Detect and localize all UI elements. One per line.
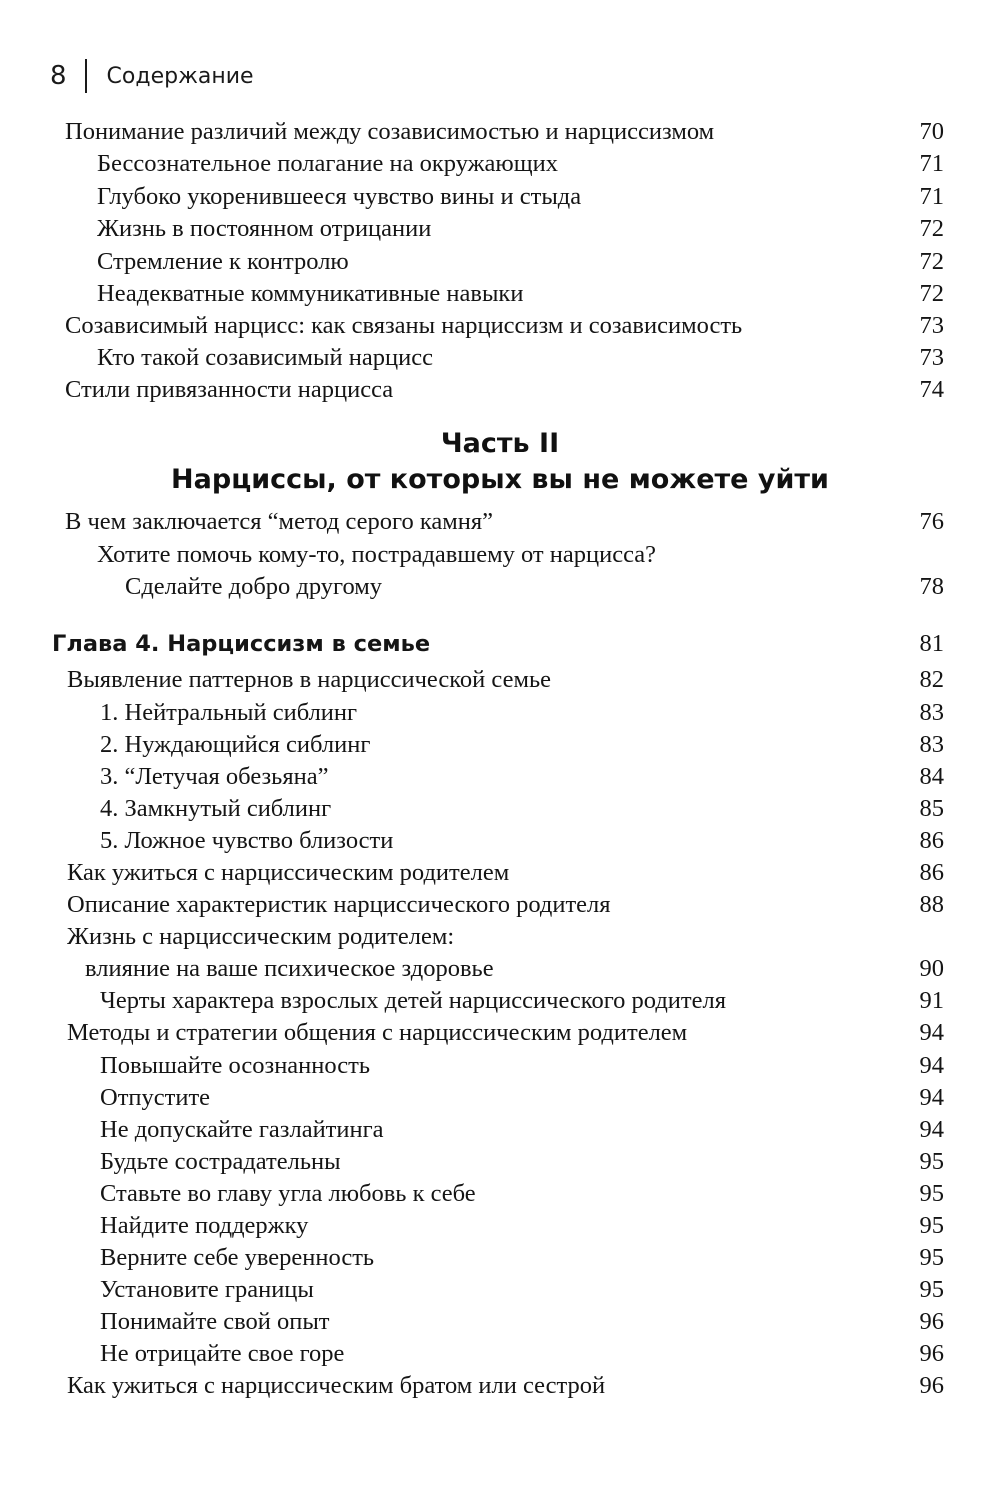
toc-entry-page: 95 — [919, 1244, 944, 1271]
toc-entry-page: 88 — [919, 891, 944, 918]
toc-entry[interactable] — [100, 1308, 944, 1342]
toc-entry-page: 86 — [919, 859, 944, 886]
toc-entry[interactable] — [100, 1116, 944, 1150]
toc-entry-page: 81 — [919, 630, 944, 657]
toc-entry[interactable] — [65, 508, 944, 542]
toc-entry-page: 72 — [919, 215, 944, 242]
toc-entry[interactable] — [67, 666, 944, 700]
toc-entry-page: 83 — [919, 731, 944, 758]
toc-entry-title: 4. Замкнутый сиблинг — [100, 795, 332, 822]
toc-entry-title: Кто такой созависимый нарцисс — [97, 344, 433, 371]
toc-entry-title: Не допускайте газлайтинга — [100, 1116, 384, 1143]
toc-entry-title: 1. Нейтральный сиблинг — [100, 699, 358, 726]
toc-entry[interactable] — [65, 312, 944, 346]
toc-entry-title: Установите границы — [100, 1276, 314, 1303]
toc-entry[interactable] — [100, 763, 944, 797]
toc-entry-page: 94 — [919, 1084, 944, 1111]
toc-entry-page: 76 — [919, 508, 944, 535]
toc-entry[interactable] — [100, 1180, 944, 1214]
toc-entry-title: 3. “Летучая обезьяна” — [100, 763, 329, 790]
toc-entry-title: Стремление к контролю — [97, 248, 349, 275]
toc-entry[interactable] — [97, 280, 944, 314]
toc-entry-title: Глубоко укоренившееся чувство вины и стыда — [97, 183, 582, 210]
toc-entry-title: Понимайте свой опыт — [100, 1308, 330, 1335]
toc-entry[interactable] — [100, 1244, 944, 1278]
toc-entry-title: Хотите помочь кому-то, пострадавшему от нарцисса? — [97, 541, 656, 568]
toc-entry-page: 95 — [919, 1276, 944, 1303]
toc-entry-page: 90 — [919, 955, 944, 982]
toc-entry-page: 73 — [919, 344, 944, 371]
toc-entry[interactable] — [100, 1148, 944, 1182]
toc-entry[interactable] — [100, 731, 944, 765]
toc-entry-page: 83 — [919, 699, 944, 726]
toc-entry-title: Верните себе уверенность — [100, 1244, 375, 1271]
toc-entry-page: 96 — [919, 1340, 944, 1367]
toc-entry-title: Выявление паттернов в нарциссической семье — [67, 666, 552, 693]
toc-entry[interactable] — [100, 1084, 944, 1118]
toc-entry[interactable] — [97, 183, 944, 217]
toc-entry-title: Ставьте во главу угла любовь к себе — [100, 1180, 476, 1207]
header-divider — [85, 59, 87, 93]
toc-entry-title: Будьте сострадательны — [100, 1148, 341, 1175]
toc-entry[interactable] — [100, 827, 944, 861]
toc-entry-page: 82 — [919, 666, 944, 693]
toc-entry-title: Не отрицайте свое горе — [100, 1340, 345, 1367]
toc-entry-title: Описание характеристик нарциссического родителя — [67, 891, 611, 918]
toc-entry[interactable] — [67, 891, 944, 925]
toc-entry[interactable] — [67, 859, 944, 893]
toc-entry-page: 70 — [919, 118, 944, 145]
toc-entry-page: 95 — [919, 1180, 944, 1207]
toc-entry-page: 71 — [919, 150, 944, 177]
toc-entry[interactable] — [100, 1052, 944, 1086]
toc-entry-page: 85 — [919, 795, 944, 822]
toc-entry-page: 94 — [919, 1019, 944, 1046]
toc-entry-page: 94 — [919, 1116, 944, 1143]
toc-entry-page: 96 — [919, 1372, 944, 1399]
toc-entry-page: 72 — [919, 248, 944, 275]
toc-entry-page: 95 — [919, 1148, 944, 1175]
section-title: Содержание — [106, 63, 254, 89]
toc-entry-title: Методы и стратегии общения с нарциссическим родителем — [67, 1019, 688, 1046]
toc-entry[interactable] — [125, 573, 944, 607]
toc-entry-title: 5. Ложное чувство близости — [100, 827, 394, 854]
toc-entry-page: 74 — [919, 376, 944, 403]
toc-entry[interactable] — [97, 150, 944, 184]
toc-entry[interactable] — [65, 118, 944, 152]
page-number: 8 — [50, 61, 67, 91]
toc-entry[interactable] — [97, 215, 944, 249]
toc-entry[interactable] — [67, 1372, 944, 1406]
toc-chapter[interactable] — [52, 630, 944, 664]
toc-entry-page: 96 — [919, 1308, 944, 1335]
toc-entry[interactable] — [65, 376, 944, 410]
toc-entry-page: 84 — [919, 763, 944, 790]
toc-entry[interactable] — [100, 1212, 944, 1246]
running-head — [50, 58, 254, 94]
toc-entry-title: Найдите поддержку — [100, 1212, 309, 1239]
part-label: Часть II — [440, 428, 560, 459]
toc-entry-title: Жизнь в постоянном отрицании — [97, 215, 432, 242]
toc-entry-title: Черты характера взрослых детей нарциссического родителя — [100, 987, 726, 1014]
toc-entry[interactable] — [97, 248, 944, 282]
toc-entry-title: Как ужиться с нарциссическим родителем — [67, 859, 510, 886]
toc-entry-title: В чем заключается “метод серого камня” — [65, 508, 493, 535]
toc-entry-title: Понимание различий между созависимостью и нарциссизмом — [65, 118, 715, 145]
toc-entry[interactable] — [100, 1276, 944, 1310]
toc-entry[interactable] — [100, 795, 944, 829]
toc-entry-page: 94 — [919, 1052, 944, 1079]
toc-entry-title: Неадекватные коммуникативные навыки — [97, 280, 524, 307]
toc-entry-title: Бессознательное полагание на окружающих — [97, 150, 558, 177]
toc-entry-title: Отпустите — [100, 1084, 211, 1111]
toc-entry[interactable] — [85, 955, 944, 989]
toc-entry-title: Сделайте добро другому — [125, 573, 383, 600]
toc-entry[interactable] — [67, 1019, 944, 1053]
toc-entry-title: Повышайте осознанность — [100, 1052, 371, 1079]
toc-entry-page: 71 — [919, 183, 944, 210]
toc-entry-title: Как ужиться с нарциссическим братом или сестрой — [67, 1372, 606, 1399]
toc-chapter-title: Глава 4. Нарциссизм в семье — [52, 631, 431, 657]
toc-entry[interactable] — [100, 987, 944, 1021]
toc-entry[interactable] — [100, 699, 944, 733]
toc-entry-page: 73 — [919, 312, 944, 339]
toc-entry[interactable] — [100, 1340, 944, 1374]
toc-entry-page: 91 — [919, 987, 944, 1014]
toc-entry-title: влияние на ваше психическое здоровье — [85, 955, 494, 982]
toc-entry-title: Жизнь с нарциссическим родителем: — [67, 923, 455, 950]
part-title: Нарциссы, от которых вы не можете уйти — [171, 464, 829, 495]
toc-entry[interactable] — [97, 541, 944, 575]
toc-entry-title: Стили привязанности нарцисса — [65, 376, 394, 403]
toc-entry-page: 86 — [919, 827, 944, 854]
toc-entry-page: 72 — [919, 280, 944, 307]
toc-entry[interactable] — [97, 344, 944, 378]
toc-entry-title: 2. Нуждающийся сиблинг — [100, 731, 371, 758]
toc-entry-page: 78 — [919, 573, 944, 600]
toc-entry[interactable] — [67, 923, 944, 957]
toc-entry-title: Созависимый нарцисс: как связаны нарциссизм и созависимость — [65, 312, 743, 339]
toc-entry-page: 95 — [919, 1212, 944, 1239]
